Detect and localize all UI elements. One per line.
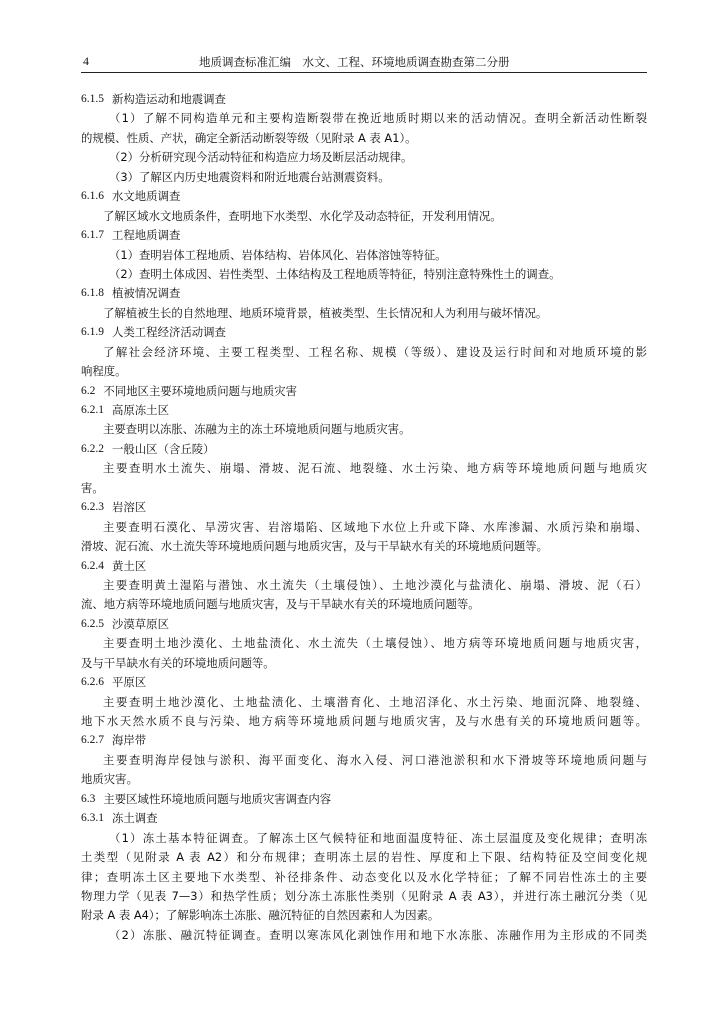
paragraph-line: （2）冻胀、融沉特征调查。查明以寒冻风化剥蚀作用和地下水冻胀、冻融作用为主形成的不同类 — [109, 927, 647, 942]
section-title: 植被情况调查 — [112, 286, 181, 301]
section-title: 平原区 — [112, 675, 147, 690]
section-number: 6.2.6 — [81, 676, 104, 689]
section-heading — [81, 809, 647, 828]
section-heading — [81, 187, 647, 206]
paragraph-line: 主要查明海岸侵蚀与淤积、海平面变化、海水入侵、河口港池淤积和水下滑坡等环境地质问题与 — [103, 752, 647, 767]
page-header — [81, 52, 647, 73]
section-number: 6.3 — [81, 792, 96, 805]
section-heading — [81, 284, 647, 303]
body-text — [81, 90, 647, 945]
paragraph-line: （1）了解不同构造单元和主要构造断裂带在挽近地质时期以来的活动情况。查明全新活动性断裂 — [109, 111, 647, 126]
section-heading — [81, 790, 647, 809]
paragraph-line: 主要查明以冻胀、冻融为主的冻土环境地质问题与地质灾害。 — [103, 422, 411, 437]
page-number: 4 — [83, 54, 89, 68]
running-title: 地质调查标准汇编 水文、工程、环境地质调查勘查第二分册 — [199, 55, 510, 69]
section-number: 6.2.7 — [81, 734, 104, 747]
section-number: 6.1.5 — [81, 93, 104, 105]
section-heading — [81, 498, 647, 517]
section-heading — [81, 323, 647, 342]
section-heading — [81, 401, 647, 420]
section-title: 高原冻土区 — [112, 403, 169, 417]
paragraph-line: 主要查明石漠化、旱涝灾害、岩溶塌陷、区域地下水位上升或下降、水库渗漏、水质污染和崩塌、 — [103, 519, 647, 534]
paragraph-line: 及与干旱缺水有关的环境地质问题等。 — [81, 655, 275, 670]
section-number: 6.2.4 — [81, 559, 104, 572]
section-heading — [81, 226, 647, 245]
section-heading — [81, 731, 647, 750]
section-number: 6.1.6 — [81, 190, 104, 203]
paragraph-line: 主要查明土地沙漠化、土地盐渍化、土壤潜育化、土地沼泽化、水土污染、地面沉降、地裂缝、 — [103, 694, 647, 709]
paragraph-line: （2）查明土体成因、岩性类型、土体结构及工程地质等特征，特别注意特殊性土的调查。 — [109, 266, 561, 281]
section-title: 海岸带 — [112, 733, 147, 748]
paragraph-line: （1）冻土基本特征调查。了解冻土区气候特征和地面温度特征、冻土层温度及变化规律；查明冻 — [109, 830, 647, 845]
paragraph-line: 土类型（见附录 A 表 A2）和分布规律；查明冻土层的岩性、厚度和上下限、结构特征及空间变化规 — [81, 850, 647, 865]
paragraph-line: 害。 — [81, 480, 104, 495]
section-number: 6.1.7 — [81, 229, 104, 242]
paragraph-line: 流、地方病等环境地质问题与地质灾害，及与干旱缺水有关的环境地质问题等。 — [81, 597, 480, 612]
section-number: 6.1.8 — [81, 287, 104, 300]
section-heading — [81, 90, 647, 109]
section-title: 岩溶区 — [112, 500, 147, 515]
section-title: 新构造运动和地震调查 — [112, 92, 226, 106]
section-heading — [81, 615, 647, 634]
section-number: 6.2.3 — [81, 501, 104, 514]
paragraph-line: 主要查明土地沙漠化、土地盐渍化、水土流失（土壤侵蚀）、地方病等环境地质问题与地质灾害， — [103, 636, 647, 651]
paragraph-line: 了解植被生长的自然地理、地质环境背景，植被类型、生长情况和人为利用与破坏情况。 — [103, 305, 548, 320]
section-title: 人类工程经济活动调查 — [112, 325, 226, 340]
section-number: 6.2.2 — [81, 442, 104, 455]
paragraph-line: 主要查明水土流失、崩塌、滑坡、泥石流、地裂缝、水土污染、地方病等环境地质问题与地质灾 — [103, 461, 647, 476]
section-number: 6.3.1 — [81, 812, 104, 825]
section-title: 水文地质调查 — [112, 189, 181, 204]
section-title: 工程地质调查 — [112, 228, 181, 243]
section-title: 黄土区 — [112, 558, 147, 573]
paragraph-line: （1）查明岩体工程地质、岩体结构、岩体风化、岩体溶蚀等特征。 — [109, 247, 447, 262]
paragraph-line: 律；查明冻土区主要地下水类型、补径排条件、动态变化以及水化学特征；了解不同岩性冻土的主要 — [81, 869, 647, 884]
paragraph-line: （2）分析研究现今活动特征和构造应力场及断层活动规律。 — [109, 150, 413, 165]
section-heading — [81, 382, 647, 401]
section-number: 6.1.9 — [81, 326, 104, 339]
document-page — [81, 52, 647, 945]
section-heading — [81, 440, 647, 459]
paragraph-line: 了解社会经济环境、主要工程类型、工程名称、规模（等级）、建设及运行时间和对地质环境的影 — [103, 344, 647, 359]
section-number: 6.2.1 — [81, 404, 104, 416]
section-heading — [81, 557, 647, 576]
section-number: 6.2 — [81, 384, 96, 397]
paragraph-line: 地下水天然水质不良与污染、地方病等环境地质问题与地质灾害，及与水患有关的环境地质问题等。 — [81, 714, 647, 728]
section-heading — [81, 673, 647, 692]
section-title: 主要区域性环境地质问题与地质灾害调查内容 — [103, 791, 332, 806]
paragraph-line: （3）了解区内历史地震资料和附近地震台站测震资料。 — [109, 169, 390, 184]
paragraph-line: 主要查明黄土湿陷与潜蚀、水土流失（土壤侵蚀）、土地沙漠化与盐渍化、崩塌、滑坡、泥（石） — [103, 577, 647, 592]
paragraph-line: 了解区域水文地质条件，查明地下水类型、水化学及动态特征，开发利用情况。 — [103, 208, 502, 223]
section-title: 沙漠草原区 — [112, 616, 169, 631]
paragraph-line: 滑坡、泥石流、水土流失等环境地质问题与地质灾害，及与干旱缺水有关的环境地质问题等。 — [81, 539, 549, 554]
paragraph-line: 地质灾害。 — [81, 772, 138, 787]
paragraph-line: 响程度。 — [81, 364, 127, 379]
paragraph-line: 的规模、性质、产状，确定全新活动断裂等级（见附录 A 表 A1）。 — [81, 130, 417, 145]
section-title: 不同地区主要环境地质问题与地质灾害 — [103, 383, 298, 398]
section-number: 6.2.5 — [81, 617, 104, 630]
section-title: 一般山区（含丘陵） — [112, 441, 215, 456]
paragraph-line: 附录 A 表 A4）；了解影响冻土冻胀、融沉特征的自然因素和人为因素。 — [81, 908, 440, 923]
section-title: 冻土调查 — [112, 811, 158, 826]
paragraph-line: 物理力学（见表 7—3）和热学性质；划分冻土冻胀性类别（见附录 A 表 A3），并进行冻土融沉分类（见 — [81, 888, 647, 903]
